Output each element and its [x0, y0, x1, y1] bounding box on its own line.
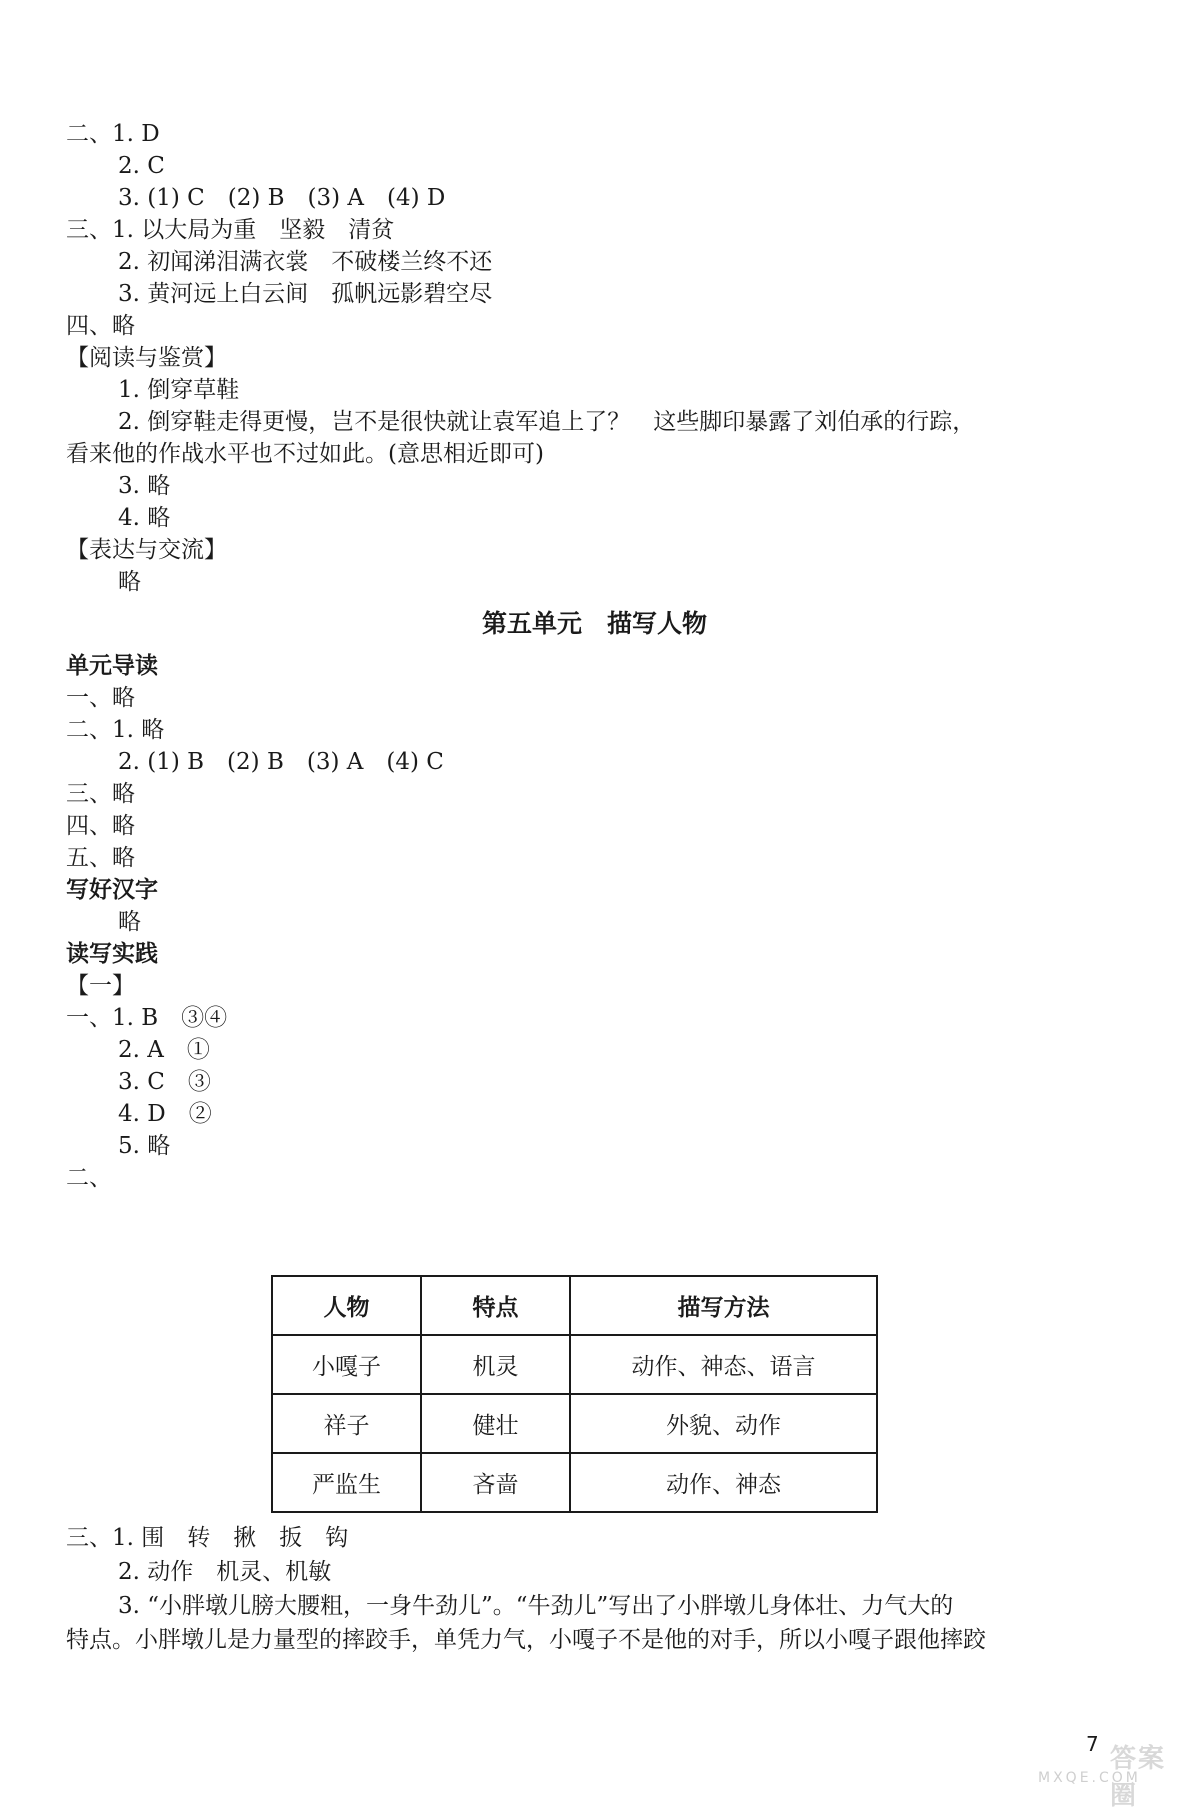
answer-line: 略 — [118, 909, 141, 935]
table-row — [272, 1453, 877, 1512]
table-cell: 小嘎子 — [272, 1335, 421, 1394]
table-header: 特点 — [421, 1276, 570, 1335]
page-number: 7 — [1086, 1732, 1099, 1756]
answer-line: 2. C — [118, 153, 165, 179]
answer-line: 四、略 — [66, 813, 135, 839]
subsection-title: 写好汉字 — [66, 877, 158, 903]
watermark-logo: 答案圈 — [1110, 1744, 1167, 1811]
table-row — [272, 1335, 877, 1394]
section-label: 【一】 — [66, 973, 135, 999]
answer-line: 1. 倒穿草鞋 — [118, 377, 240, 403]
answer-line: 2. 动作 机灵、机敏 — [118, 1559, 332, 1585]
unit-heading: 第五单元 描写人物 — [481, 609, 707, 638]
table-cell: 外貌、动作 — [570, 1394, 877, 1453]
answer-line: 2. (1) B (2) B (3) A (4) C — [118, 749, 444, 775]
answer-line: 三、1. 以大局为重 坚毅 清贫 — [66, 217, 395, 243]
table-cell: 机灵 — [421, 1335, 570, 1394]
answer-line: 3. 黄河远上白云间 孤帆远影碧空尽 — [118, 281, 493, 307]
answer-line: 2. 初闻涕泪满衣裳 不破楼兰终不还 — [118, 249, 493, 275]
answer-line: 3. “小胖墩儿膀大腰粗，一身牛劲儿”。“牛劲儿”写出了小胖墩儿身体壮、力气大的 — [118, 1593, 954, 1619]
subsection-title: 读写实践 — [66, 941, 158, 967]
answer-line: 二、1. D — [66, 121, 160, 147]
table-cell: 动作、神态、语言 — [570, 1335, 877, 1394]
subsection-title: 单元导读 — [66, 653, 158, 679]
answer-line: 4. 略 — [118, 505, 171, 531]
answer-line: 2. 倒穿鞋走得更慢，岂不是很快就让袁军追上了？ 这些脚印暴露了刘伯承的行踪， — [118, 409, 976, 435]
answer-line: 3. C ③ — [118, 1069, 211, 1095]
answer-line: 一、1. B ③④ — [66, 1005, 228, 1031]
answer-line: 四、略 — [66, 313, 135, 339]
table-cell: 吝啬 — [421, 1453, 570, 1512]
answer-line: 2. A ① — [118, 1037, 210, 1063]
section-label: 【阅读与鉴赏】 — [66, 345, 227, 371]
answer-line: 三、略 — [66, 781, 135, 807]
table-row — [272, 1394, 877, 1453]
table-cell: 祥子 — [272, 1394, 421, 1453]
table-header: 人物 — [272, 1276, 421, 1335]
answer-line: 略 — [118, 569, 141, 595]
answer-line: 5. 略 — [118, 1133, 171, 1159]
answer-line: 二、 — [66, 1165, 112, 1191]
table-header-row — [272, 1276, 877, 1335]
character-table — [271, 1275, 878, 1513]
answer-line: 3. (1) C (2) B (3) A (4) D — [118, 185, 446, 211]
answer-line: 一、略 — [66, 685, 135, 711]
answer-line: 3. 略 — [118, 473, 171, 499]
table-cell: 严监生 — [272, 1453, 421, 1512]
table-cell: 动作、神态 — [570, 1453, 877, 1512]
watermark-url: MXQE.COM — [1038, 1770, 1141, 1786]
answer-line: 特点。小胖墩儿是力量型的摔跤手，单凭力气，小嘎子不是他的对手，所以小嘎子跟他摔跤 — [66, 1627, 986, 1653]
table-header: 描写方法 — [570, 1276, 877, 1335]
answer-line: 三、1. 围 转 揪 扳 钩 — [66, 1525, 349, 1551]
answer-line: 4. D ② — [118, 1101, 212, 1127]
section-label: 【表达与交流】 — [66, 537, 227, 563]
answer-line: 五、略 — [66, 845, 135, 871]
answer-line: 二、1. 略 — [66, 717, 165, 743]
answer-line: 看来他的作战水平也不过如此。(意思相近即可) — [66, 441, 544, 467]
table-cell: 健壮 — [421, 1394, 570, 1453]
